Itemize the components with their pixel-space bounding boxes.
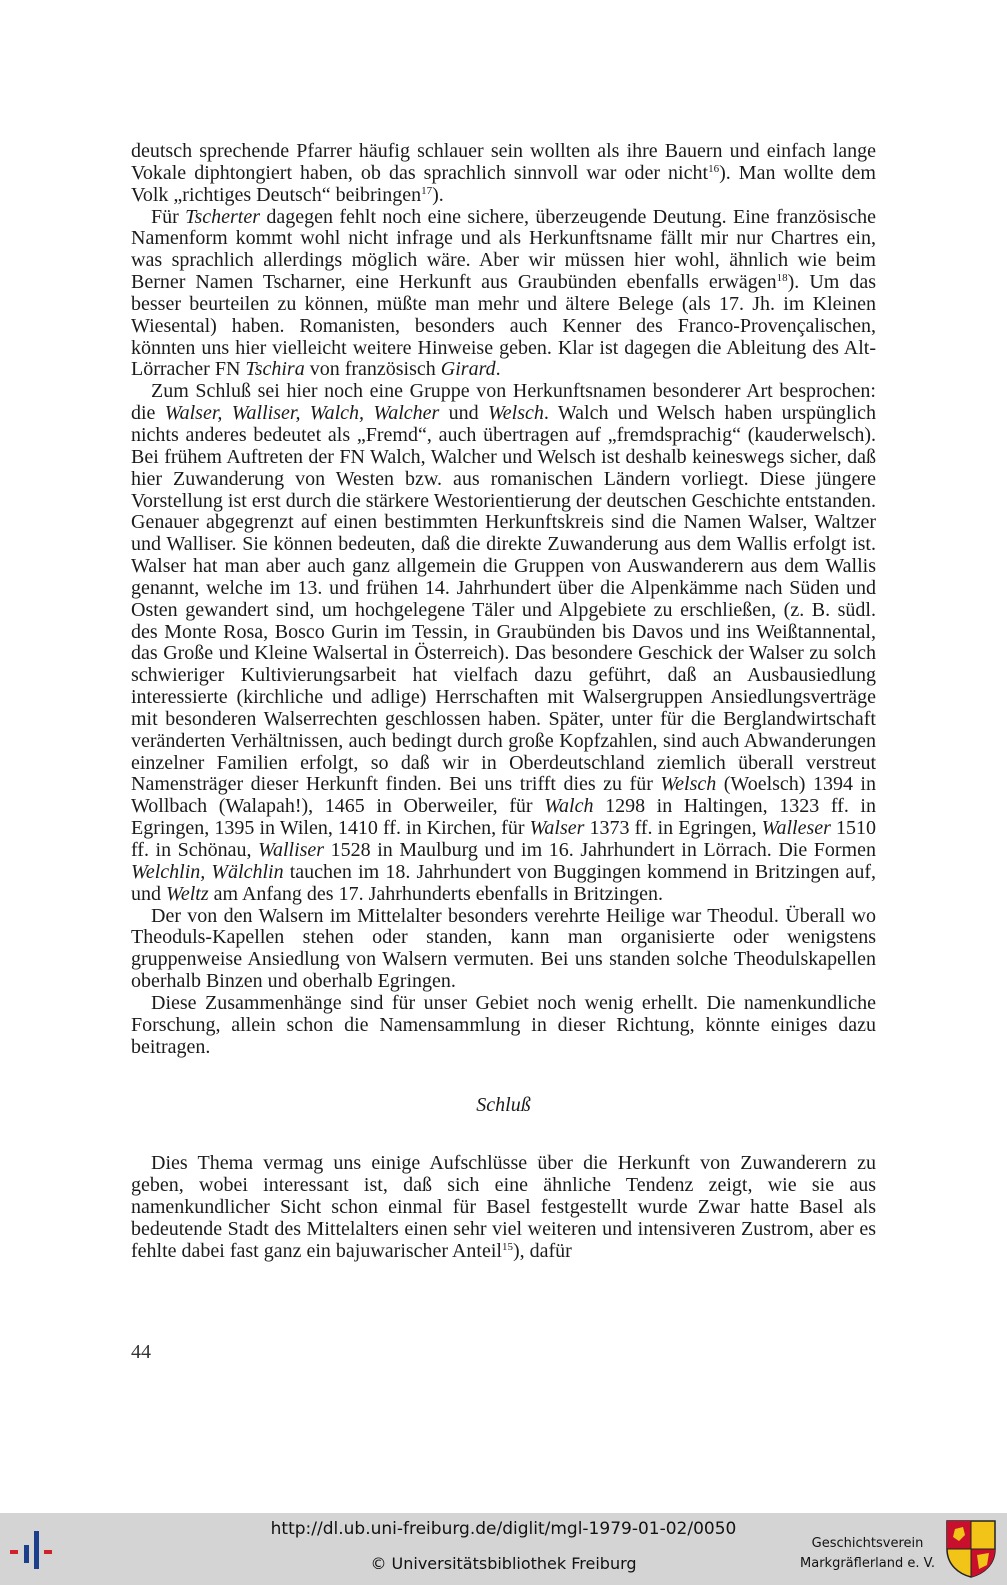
italic-name: Welchlin, Wälchlin [131, 860, 284, 883]
text-run: 1510 ff. in Schönau, [131, 817, 877, 861]
italic-name: Walch [544, 795, 594, 818]
italic-name: Tscherter [185, 205, 260, 228]
text-run: . [495, 358, 501, 381]
italic-name: Welsch [660, 773, 717, 796]
footer-url-link[interactable]: http://dl.ub.uni-freiburg.de/diglit/mgl-1979-01-02/0050 [270, 1519, 737, 1539]
italic-name: Girard [440, 358, 496, 381]
text-run: ). [432, 183, 444, 206]
text-run: 1298 in Haltingen, 1323 ff. in Egringen, 1395 in Wilen, 1410 ff. in Kirchen, für [131, 795, 876, 840]
italic-name: Walliser [258, 839, 325, 861]
footnote-ref: 15 [501, 1240, 513, 1253]
text-run: deutsch sprechende Pfarrer häufig schlauer sein wollten als ihre Bauern und einfach lange Vokale diphtongiert haben, ob das sprachlich sinnvoll war oder nicht [131, 140, 876, 184]
footnote-ref: 16 [708, 162, 720, 175]
text-run: am Anfang des 17. Jahrhunderts ebenfalls in Britzingen. [208, 882, 663, 905]
section-heading: Schluß [476, 1094, 531, 1117]
society-name [800, 1534, 935, 1574]
society-name-line: Geschichtsverein [811, 1536, 924, 1551]
italic-name: Walser [529, 817, 585, 840]
text-run: dagegen fehlt noch eine sichere, überzeugende Deutung. Eine französische Namenform kommt wohl nicht infrage und als Herkunftsname fällt mir nur Chartres ein, was sprachlich allerdings möglich wäre. Aber wir müssen hier wohl, ähnlich wie beim Berner Namen Tscharner, eine Herkunft aus Graubünden ebenfalls erwägen [131, 205, 876, 294]
text-run: ). Man wollte dem Volk „richtiges Deutsch“ beibringen [131, 161, 876, 206]
text-run: . Walch und Welsch haben urspünglich nichts anderes bedeutet als „Fremd“, auch übertragen auf „fremdsprachig“ (kauderwelsch). Bei frühem Auftreten der FN Walch, Walcher und Welsch ist deshalb keineswegs sicher, daß hier Zuwanderung von Westen bzw. aus romanischen Ländern vorliegt. Diese jüngere Vorstellung ist erst durch die stärkere Westorientierung der deutschen Geschichte entstanden. Genauer abgegrenzt auf einen bestimmten Herkunftskreis sind die Namen Walser, Waltzer und Walliser. Sie können bedeuten, daß die direkte Zuwanderung aus dem Wallis erfolgt ist. Walser hat man aber auch ganz allgemein die Gruppen von Auswanderern aus dem Wallis genannt, welche im 13. und frühen 14. Jahrhundert über die Alpenkämme nach Süden und Osten gewandert sind, um hochgelegene Täler und Alpgebiete zu erschließen, (z. B. südl. des Monte Rosa, Bosco Gurin im Tessin, in Graubünden bis Davos und ins Weißtannental, das Große und Kleine Walsertal in Österreich). Das besondere Geschick der Walser zu solch schwieriger Kultivierungsarbeit hat vielfach dazu geführt, daß an Ausbausiedlung interessierte (kirchliche und adlige) Herrschaften mit Walsergruppen Ansiedlungsverträge mit besonderen Walserrechten geschlossen haben. Später, unter für die Berglandwirtschaft veränderten Verhältnissen, auch bedingt durch große Kopfzahlen, sind auch Abwanderungen einzelner Familien erfolgt, so daß wir in Oberdeutschland ziemlich überall verstreut Namensträger dieser Herkunft finden. Bei uns trifft dies zu für [131, 402, 877, 796]
footnote-ref: 17 [421, 184, 433, 197]
paragraph [131, 1153, 876, 1262]
italic-name: Weltz [166, 882, 209, 905]
footnote-ref: 18 [776, 272, 788, 285]
text-run: tauchen im 18. Jahrhundert von Buggingen kommend in Britzingen auf, und [131, 860, 876, 905]
text-run: Zum Schluß sei hier noch eine Gruppe von Herkunftsnamen besonderer Art besprochen: die [131, 380, 876, 425]
italic-name: Walleser [761, 817, 831, 840]
text-run: 1373 ff. in Egringen, [584, 817, 762, 840]
society-name-line: Markgräflerland e. V. [800, 1556, 935, 1571]
italic-name: Tschira [245, 358, 305, 381]
text-run: ). Um das besser beurteilen zu können, müßte man mehr und ältere Belege (als 17. Jh. im Kleinen Wiesental) haben. Romanisten, besonders auch Kenner des Franco-Provençalischen, könnten uns hier vielleicht weitere Hinweise geben. Klar ist dagegen die Ableitung des Alt-Lörracher FN [131, 271, 876, 381]
italic-name: Welsch [487, 402, 544, 425]
footer-copyright: © Universitätsbibliothek Freiburg [370, 1554, 637, 1573]
page-number: 44 [131, 1341, 151, 1363]
italic-name: Walser, Walliser, Walch, Walcher [164, 402, 440, 425]
text-run: von französisch [304, 358, 441, 381]
text-run: und [439, 402, 488, 425]
page-body [131, 141, 876, 1263]
paragraph: Der von den Walsern im Mittelalter besonders verehrte Heilige war Theodul. Überall wo Theoduls-Kapellen stehen oder standen, kann man organisierte oder wenigstens gruppenweise Ansiedlung von Walsern vermuten. Bei uns standen solche Theodulskapellen oberhalb Binzen und oberhalb Egringen. [131, 904, 876, 993]
paragraph [131, 207, 876, 382]
text-run: ), dafür [512, 1239, 572, 1262]
footer-bar [0, 1513, 1007, 1585]
paragraph [131, 141, 876, 207]
paragraph [131, 381, 876, 905]
text-run: 1528 in Maulburg und im 16. Jahrhundert in Lörrach. Die Formen [324, 839, 876, 861]
society-coat-of-arms-icon [945, 1519, 997, 1579]
text-run: Dies Thema vermag uns einige Aufschlüsse über die Herkunft von Zuwanderern zu geben, wobei interessant ist, daß sich eine ähnliche Tendenz zeigt, wie sie aus namenkundlicher Sicht schon einmal für Basel festgestellt wurde Zwar hatte Basel als bedeutende Stadt des Mittelalters einen sehr viel weiteren und intensiveren Zustrom, aber es fehlte dabei fast ganz ein bajuwarischer Anteil [131, 1152, 876, 1262]
text-run: (Woelsch) 1394 in Wollbach (Walapah!), 1465 in Oberweiler, für [131, 773, 876, 818]
paragraph: Diese Zusammenhänge sind für unser Gebiet noch wenig erhellt. Die namenkundliche Forschung, allein schon die Namensammlung in dieser Richtung, könnte einiges dazu beitragen. [131, 991, 876, 1058]
text-run: Für [151, 205, 186, 228]
